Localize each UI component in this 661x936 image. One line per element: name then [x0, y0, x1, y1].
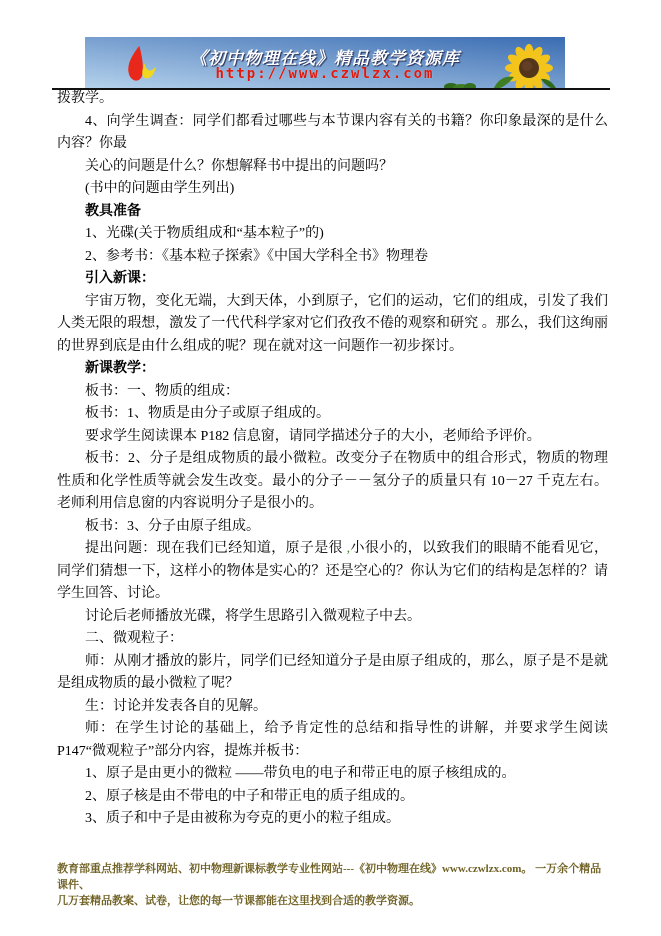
- site-banner: [85, 37, 565, 88]
- sunflower-icon: [487, 40, 565, 88]
- paragraph: 引入新课：: [85, 271, 155, 286]
- page-footer: [57, 861, 610, 909]
- banner-url-link[interactable]: http://www.czwlzx.com: [215, 66, 435, 82]
- paragraph: 生：讨论并发表各自的见解。: [85, 698, 267, 714]
- paragraph: 1、原子是由更小的微粒 ——带负电的电子和带正电的原子核组成的。: [85, 766, 516, 781]
- paragraph: 板书：2、分子是组成物质的最小微粒。改变分子在物质中的组合形式，物质的物理性质和化学性质等就会发生改变。最小的分子－－氢分子的质量只有 10－27 千克左右。老师利用信息窗的内容说明分子是很小的。: [57, 451, 608, 511]
- paragraph: 3、质子和中子是由被称为夸克的更小的粒子组成。: [85, 811, 400, 826]
- footer-line: 几万套精品教案、试卷，让您的每一节课都能在这里找到合适的教学资源。: [57, 895, 420, 907]
- paragraph: 板书：一、物质的组成：: [85, 383, 239, 399]
- document-body: [57, 88, 608, 831]
- paragraph: 板书：3、分子由原子组成。: [85, 518, 260, 534]
- paragraph: 宇宙万物，变化无端，大到天体，小到原子，它们的运动，它们的组成，引发了我们人类无限的瑕想，激发了一代代科学家对它们孜孜不倦的观察和研究 。那么，我们这绚丽的世界到底是由什么组成的呢？现在就对这一问题作一初步探讨。: [57, 293, 608, 354]
- paragraph: 要求学生阅读课本 P182 信息窗，请同学描述分子的大小，老师给予评价。: [85, 428, 541, 444]
- paragraph: 2、原子核是由不带电的中子和带正电的质子组成的。: [85, 788, 414, 804]
- paragraph: (书中的问题由学生列出): [85, 181, 235, 196]
- banner-title: 《初中物理在线》精品教学资源库: [190, 49, 460, 68]
- paragraph: 新课教学：: [85, 361, 155, 376]
- paragraph: 板书：1、物质是由分子或原子组成的。: [85, 406, 330, 421]
- paragraph: 讨论后老师播放光碟，将学生思路引入微观粒子中去。: [85, 608, 421, 624]
- paragraph: 拨教学。: [57, 91, 113, 106]
- paragraph: 教具准备: [85, 203, 141, 219]
- paragraph: 4、向学生调查：同学们都看过哪些与本节课内容有关的书籍？你印象最深的是什么内容？你最: [57, 113, 608, 151]
- paragraph: 二、微观粒子：: [85, 631, 183, 646]
- paragraph: 师：在学生讨论的基础上，给予肯定性的总结和指导性的讲解，并要求学生阅读P147“微观粒子”部分内容，提炼并板书：: [57, 721, 608, 759]
- footer-line: 教育部重点推荐学科网站、初中物理新课标教学专业性网站---《初中物理在线》www.czwlzx.com。 一万余个精品课件、: [57, 863, 602, 891]
- plant-icon: [443, 75, 477, 88]
- paragraph: 提出问题：现在我们已经知道，原子是很 ,小很小的，以致我们的眼睛不能看见它，同学们猜想一下，这样小的物体是实心的？还是空心的？你认为它们的结构是怎样的？请学生回答、讨论。: [57, 541, 609, 601]
- paragraph: 师：从刚才播放的影片，同学们已经知道分子是由原子组成的，那么，原子是不是就是组成物质的最小微粒了呢？: [57, 653, 608, 691]
- paragraph: 关心的问题是什么？你想解释书中提出的问题吗？: [85, 158, 393, 174]
- paragraph: 1、光碟(关于物质组成和“基本粒子”的): [85, 226, 324, 241]
- paragraph: 2、参考书：《基本粒子探索》《中国大学科全书》物理卷: [85, 248, 428, 264]
